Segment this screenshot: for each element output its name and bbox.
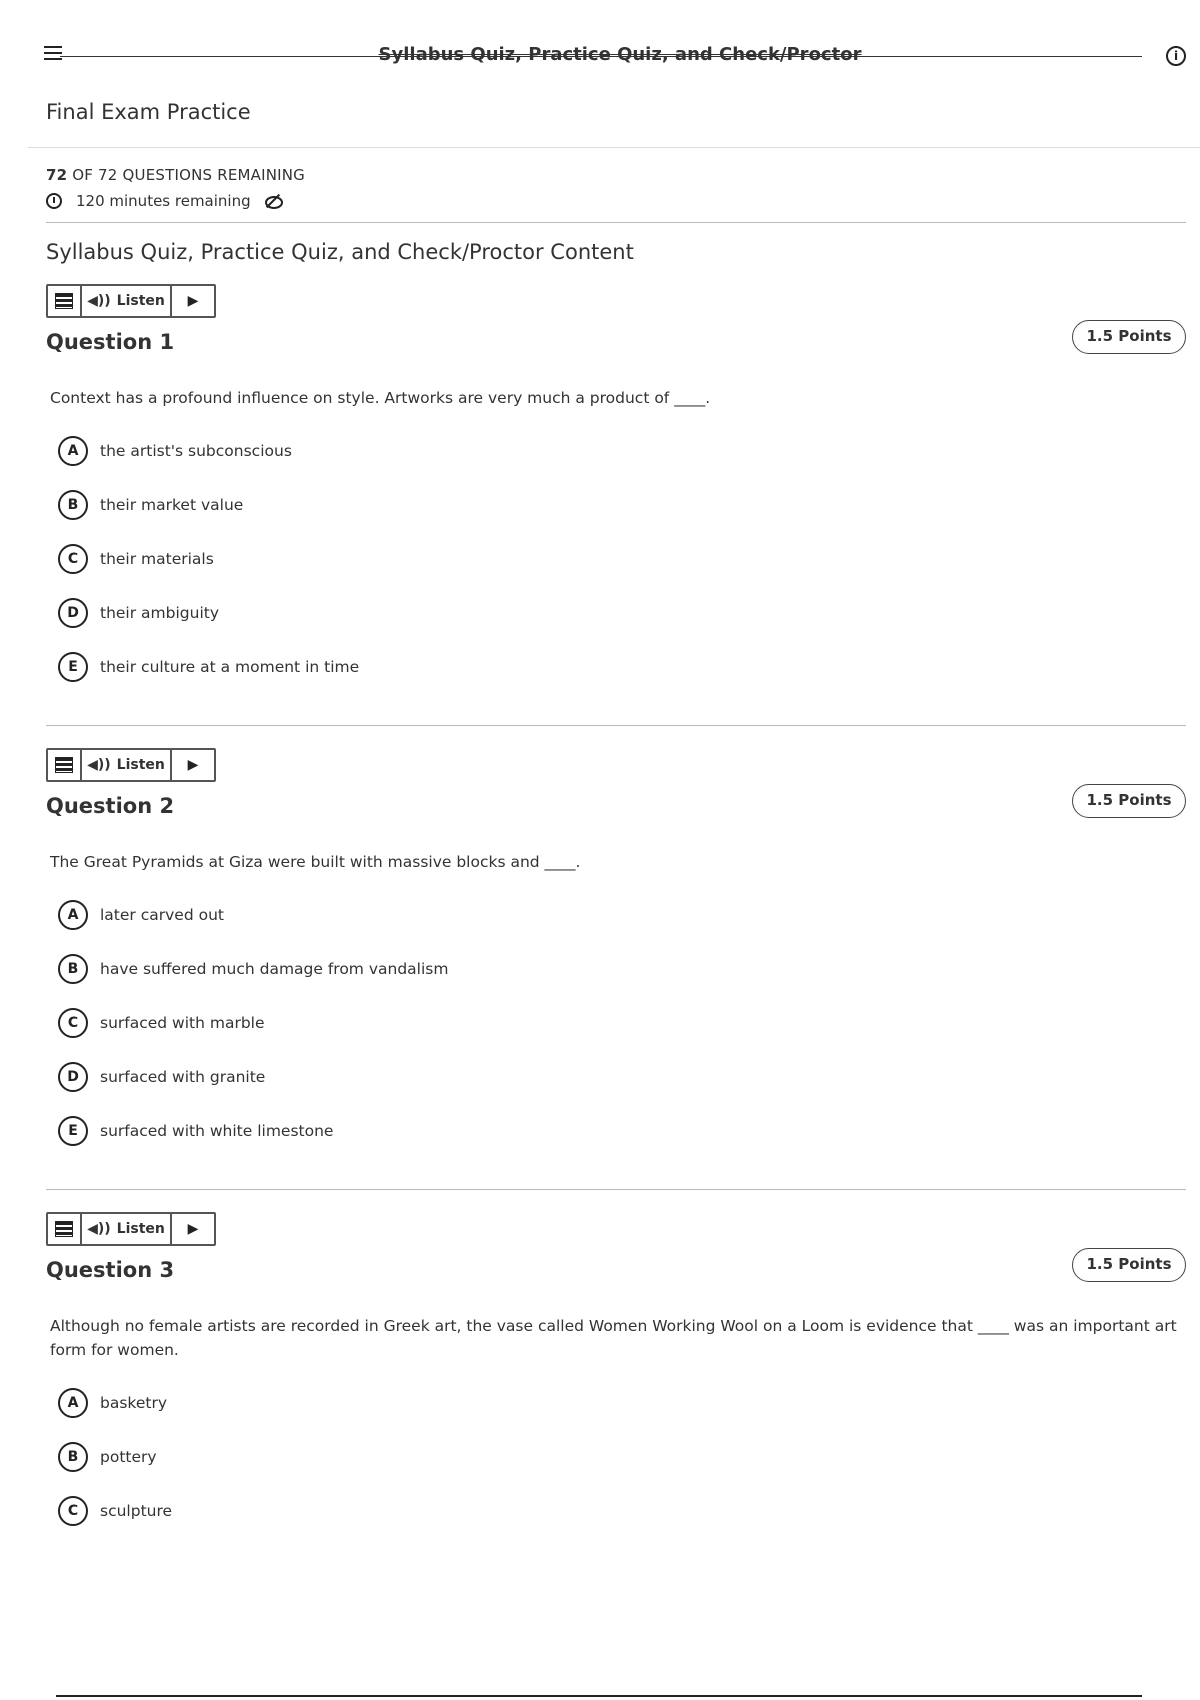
quiz-title: Syllabus Quiz, Practice Quiz, and Check/Proctor: [378, 44, 862, 65]
option-letter[interactable]: C: [58, 1008, 88, 1038]
page-title: Final Exam Practice: [46, 100, 251, 124]
play-icon: ▶: [187, 1221, 199, 1237]
remaining-count: 72: [46, 166, 68, 184]
option-letter[interactable]: C: [58, 1496, 88, 1526]
option-d[interactable]: [46, 1050, 1186, 1104]
question-divider: [46, 725, 1186, 726]
play-button[interactable]: [172, 750, 214, 780]
option-text: have suffered much damage from vandalism: [100, 960, 449, 978]
option-letter[interactable]: B: [58, 490, 88, 520]
info-icon[interactable]: i: [1166, 46, 1186, 66]
timer-row: [46, 192, 283, 210]
timer-text: 120 minutes remaining: [76, 192, 251, 210]
question-text: Although no female artists are recorded in Greek art, the vase called Women Working Wool on a Loom is evidence that ____ was an important art form for women.: [50, 1317, 1177, 1359]
listen-toolbar: [46, 748, 216, 782]
option-letter[interactable]: A: [58, 900, 88, 930]
option-c[interactable]: [46, 1484, 1186, 1538]
option-letter[interactable]: E: [58, 1116, 88, 1146]
option-text: surfaced with granite: [100, 1068, 266, 1086]
play-icon: ▶: [187, 757, 199, 773]
listen-menu-button[interactable]: [48, 286, 82, 316]
remaining-label: OF 72 QUESTIONS REMAINING: [67, 166, 306, 184]
speaker-icon: ◀)): [87, 293, 111, 309]
hide-timer-icon[interactable]: [263, 194, 283, 208]
listen-button[interactable]: [82, 1214, 172, 1244]
option-text: surfaced with white limestone: [100, 1122, 334, 1140]
play-button[interactable]: [172, 1214, 214, 1244]
option-letter[interactable]: A: [58, 436, 88, 466]
divider: [28, 147, 1200, 148]
listen-button[interactable]: [82, 286, 172, 316]
option-text: their materials: [100, 550, 214, 568]
play-icon: ▶: [187, 293, 199, 309]
option-b[interactable]: [46, 478, 1186, 532]
question-title: Question 2: [46, 794, 175, 818]
option-e[interactable]: [46, 1104, 1186, 1158]
menu-bars-icon: [55, 1221, 73, 1237]
listen-menu-button[interactable]: [48, 1214, 82, 1244]
question-text: The Great Pyramids at Giza were built with massive blocks and ____.: [50, 853, 581, 871]
option-b[interactable]: [46, 1430, 1186, 1484]
option-text: their culture at a moment in time: [100, 658, 360, 676]
option-text: their ambiguity: [100, 604, 220, 622]
option-c[interactable]: [46, 532, 1186, 586]
question-2: [46, 748, 1186, 1158]
option-e[interactable]: [46, 640, 1186, 694]
play-button[interactable]: [172, 286, 214, 316]
question-header: [46, 327, 1186, 380]
points-badge: 1.5 Points: [1072, 320, 1186, 354]
question-text: Context has a profound influence on style. Artworks are very much a product of ____.: [50, 389, 711, 407]
questions-remaining: [46, 166, 305, 184]
top-bar: [0, 36, 1200, 76]
option-text: the artist's subconscious: [100, 442, 292, 460]
option-letter[interactable]: D: [58, 1062, 88, 1092]
question-title: Question 3: [46, 1258, 175, 1282]
option-b[interactable]: [46, 942, 1186, 996]
option-text: their market value: [100, 496, 244, 514]
option-text: later carved out: [100, 906, 224, 924]
listen-label: Listen: [116, 293, 165, 309]
menu-bars-icon: [55, 757, 73, 773]
speaker-icon: ◀)): [87, 757, 111, 773]
option-text: surfaced with marble: [100, 1014, 265, 1032]
points-badge: 1.5 Points: [1072, 784, 1186, 818]
answer-options: [46, 888, 1186, 1158]
section-title: Syllabus Quiz, Practice Quiz, and Check/Proctor Content: [46, 240, 634, 264]
option-letter[interactable]: D: [58, 598, 88, 628]
listen-toolbar: [46, 284, 216, 318]
timer-icon: [46, 193, 62, 209]
option-letter[interactable]: B: [58, 954, 88, 984]
option-c[interactable]: [46, 996, 1186, 1050]
listen-toolbar: [46, 1212, 216, 1246]
listen-label: Listen: [116, 757, 165, 773]
speaker-icon: ◀)): [87, 1221, 111, 1237]
question-title: Question 1: [46, 330, 175, 354]
option-a[interactable]: [46, 888, 1186, 942]
option-d[interactable]: [46, 586, 1186, 640]
question-3: [46, 1212, 1186, 1538]
answer-options: [46, 424, 1186, 694]
points-badge: 1.5 Points: [1072, 1248, 1186, 1282]
listen-label: Listen: [116, 1221, 165, 1237]
option-text: sculpture: [100, 1502, 173, 1520]
option-letter[interactable]: E: [58, 652, 88, 682]
option-a[interactable]: [46, 424, 1186, 478]
option-letter[interactable]: C: [58, 544, 88, 574]
answer-options: [46, 1376, 1186, 1538]
option-text: basketry: [100, 1394, 167, 1412]
option-letter[interactable]: A: [58, 1388, 88, 1418]
bottom-divider: [56, 1695, 1142, 1697]
option-letter[interactable]: B: [58, 1442, 88, 1472]
listen-menu-button[interactable]: [48, 750, 82, 780]
question-1: [46, 284, 1186, 694]
divider: [46, 222, 1186, 223]
question-divider: [46, 1189, 1186, 1190]
listen-button[interactable]: [82, 750, 172, 780]
option-a[interactable]: [46, 1376, 1186, 1430]
menu-bars-icon: [55, 293, 73, 309]
option-text: pottery: [100, 1448, 157, 1466]
question-header: [46, 791, 1186, 844]
question-header: [46, 1255, 1186, 1308]
